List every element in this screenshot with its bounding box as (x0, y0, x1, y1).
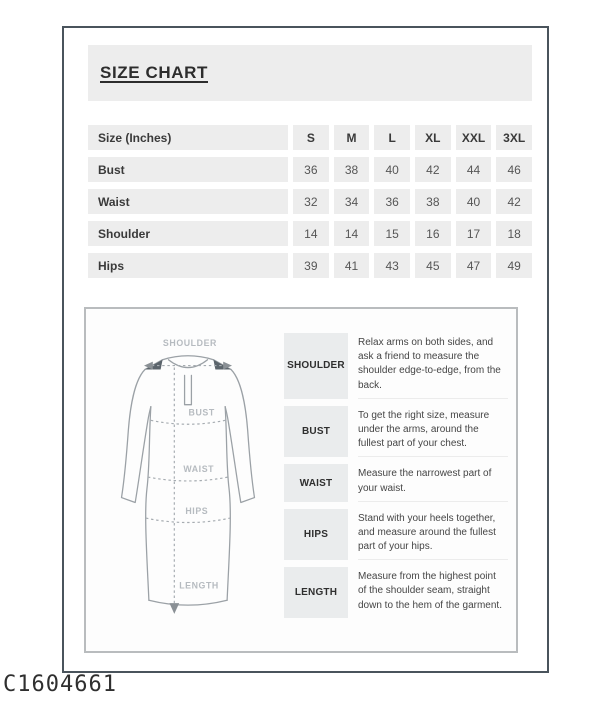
table-value: 45 (415, 253, 451, 278)
guide-term: HIPS (284, 509, 348, 561)
table-value: 18 (496, 221, 532, 246)
size-column-m: M (334, 125, 370, 150)
product-code: C1604661 (3, 672, 117, 697)
guide-description: Stand with your heels together, and measure around the fullest part of your hips. (358, 509, 508, 561)
table-value: 14 (334, 221, 370, 246)
table-value: 14 (293, 221, 329, 246)
title-band (88, 45, 532, 101)
table-value: 16 (415, 221, 451, 246)
table-value: 32 (293, 189, 329, 214)
table-value: 15 (374, 221, 410, 246)
guide-row-bust (284, 406, 508, 458)
size-table (88, 125, 532, 278)
row-label-waist: Waist (88, 189, 288, 214)
diagram-label-hips: HIPS (185, 506, 209, 517)
size-column-xl: XL (415, 125, 451, 150)
size-column-3xl: 3XL (496, 125, 532, 150)
table-value: 34 (334, 189, 370, 214)
table-value: 40 (374, 157, 410, 182)
guide-term: LENGTH (284, 567, 348, 618)
guide-term: WAIST (284, 464, 348, 501)
guide-term: BUST (284, 406, 348, 458)
guide-row-hips (284, 509, 508, 561)
table-value: 42 (415, 157, 451, 182)
diagram-label-bust: BUST (188, 407, 215, 418)
diagram-label-length: LENGTH (179, 580, 219, 591)
guide-row-waist (284, 464, 508, 501)
table-value: 40 (456, 189, 492, 214)
table-value: 42 (496, 189, 532, 214)
guide-description: To get the right size, measure under the arms, around the fullest part of your chest. (358, 406, 508, 458)
diagram-label-shoulder: SHOULDER (162, 338, 217, 349)
measure-guide-table (284, 317, 508, 643)
table-value: 41 (334, 253, 370, 278)
table-value: 39 (293, 253, 329, 278)
page-title: SIZE CHART (100, 63, 208, 82)
row-label-bust: Bust (88, 157, 288, 182)
row-label-hips: Hips (88, 253, 288, 278)
table-value: 36 (374, 189, 410, 214)
guide-description: Relax arms on both sides, and ask a friend to measure the shoulder edge-to-edge, from the back. (358, 333, 508, 399)
guide-description: Measure the narrowest part of your waist. (358, 464, 508, 501)
table-value: 46 (496, 157, 532, 182)
size-column-s: S (293, 125, 329, 150)
table-value: 17 (456, 221, 492, 246)
table-value: 44 (456, 157, 492, 182)
table-value: 49 (496, 253, 532, 278)
table-value: 38 (415, 189, 451, 214)
guide-row-shoulder (284, 333, 508, 399)
guide-term: SHOULDER (284, 333, 348, 399)
table-value: 43 (374, 253, 410, 278)
dress-sketch-icon (100, 317, 276, 641)
diagram-label-waist: WAIST (183, 464, 215, 475)
guide-description: Measure from the highest point of the shoulder seam, straight down to the hem of the garment. (358, 571, 502, 611)
size-column-l: L (374, 125, 410, 150)
table-value: 38 (334, 157, 370, 182)
size-column-xxl: XXL (456, 125, 492, 150)
row-label-shoulder: Shoulder (88, 221, 288, 246)
chart-frame (62, 26, 549, 673)
guide-row-length (284, 567, 508, 618)
measure-guide-box (84, 307, 518, 653)
size-table-header-label: Size (Inches) (88, 125, 288, 150)
table-value: 36 (293, 157, 329, 182)
table-value: 47 (456, 253, 492, 278)
garment-diagram (100, 317, 276, 641)
